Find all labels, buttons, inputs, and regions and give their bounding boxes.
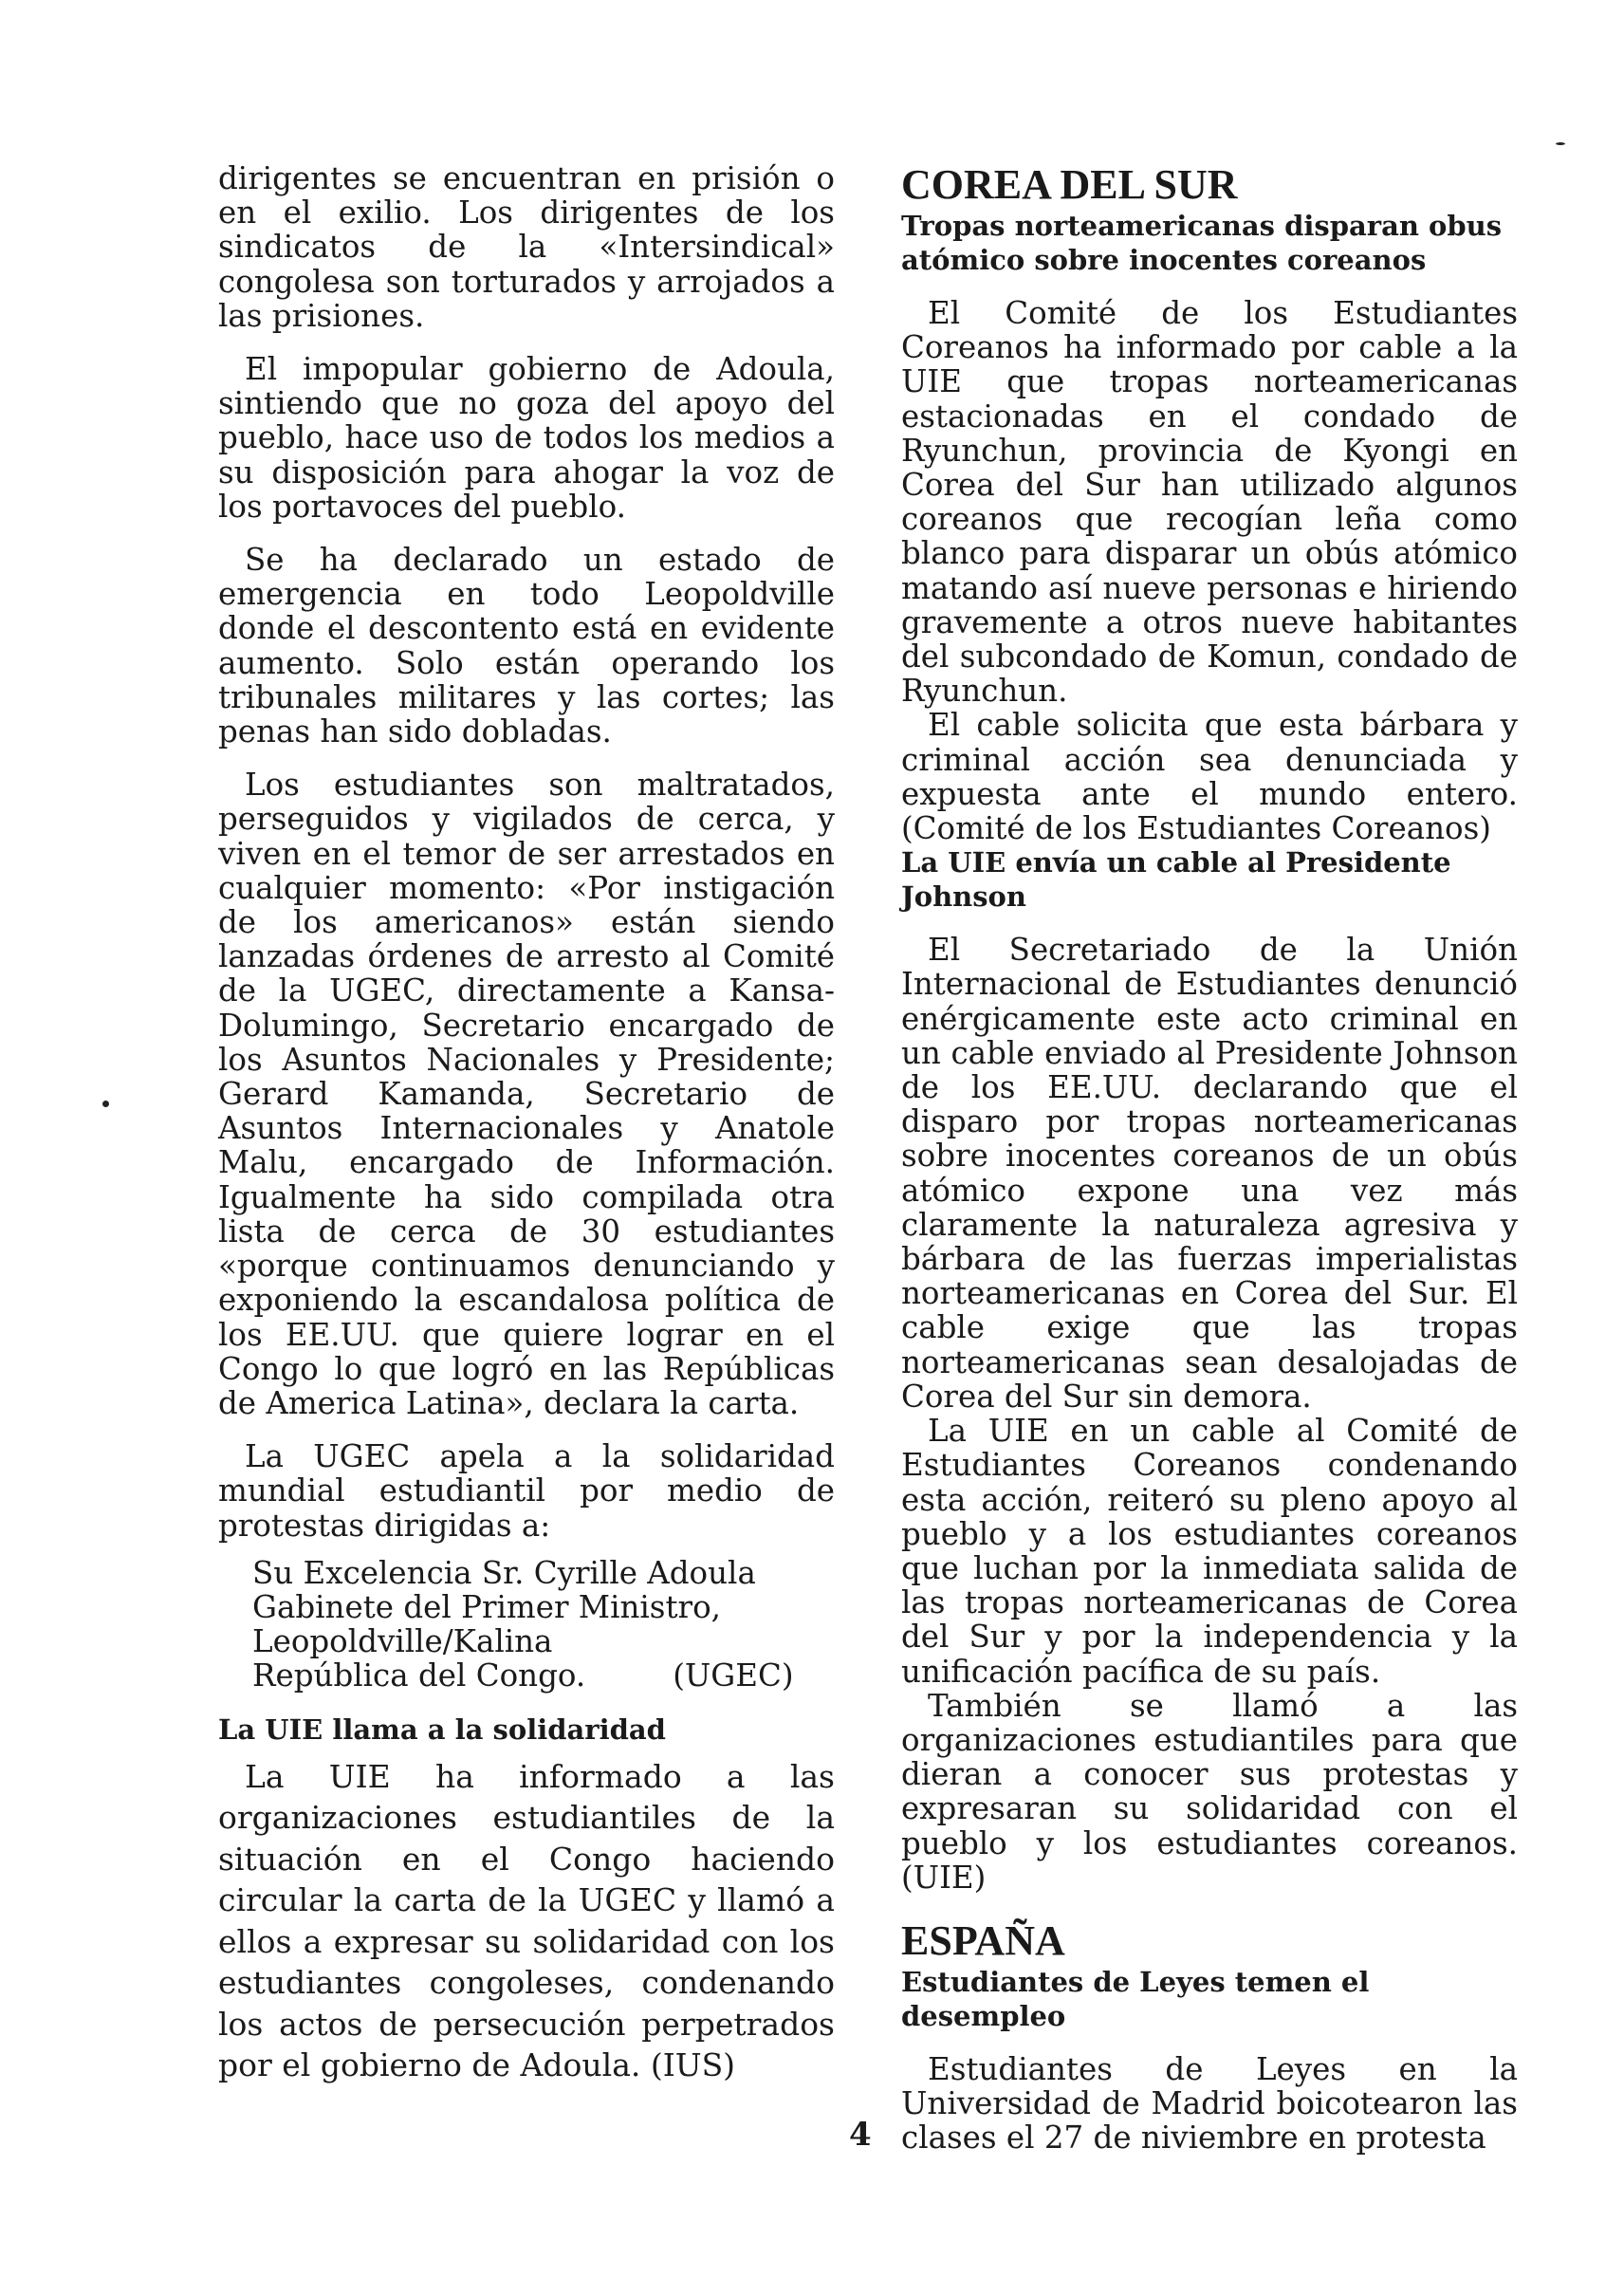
left-last-block bbox=[218, 1756, 835, 2086]
subheading-cable-johnson: La UIE envía un cable al Presidente Johnson bbox=[901, 846, 1451, 914]
address-line-4-text: República del Congo. bbox=[252, 1657, 586, 1694]
left-paragraph-3: Se ha declarado un estado de emergencia en todo Leopoldville donde el descontento está en evidente aumento. Solo están operando los tribunales militares y las cortes; las penas han sido dobladas. bbox=[218, 542, 835, 750]
address-line-2: Gabinete del Primer Ministro, bbox=[252, 1588, 721, 1625]
left-paragraph-4: Los estudiantes son maltratados, perseguidos y vigilados de cerca, y viven en el temor de ser arrestados en cualquier momento: «Por instigación de los americanos» están siendo lanzadas órdenes de arresto al Comité de la UGEC, directamente a Kansa-Dolumingo, Secretario encargado de los Asuntos Nacionales y Presidente; Gerard Kamanda, Secretario de Asuntos Internacionales y Anatole Malu, encargado de Información. Igualmente ha sido compilada otra lista de cerca de 30 estudiantes «porque continuamos denunciando y exponiendo la escandalosa política de los EE.UU. que quiere lograr en el Congo lo que logró en las Repúblicas de America Latina», declara la carta. bbox=[218, 767, 835, 1421]
left-paragraph-5: La UGEC apela a la solidaridad mundial estudiantil por medio de protestas dirigidas a: bbox=[218, 1438, 835, 1544]
address-line-1: Su Excelencia Sr. Cyrille Adoula bbox=[252, 1554, 756, 1591]
address-line-4 bbox=[252, 1658, 835, 1693]
section-title-espana: ESPAÑA bbox=[901, 1916, 1065, 1964]
right-column bbox=[901, 161, 1518, 2156]
section-espana bbox=[901, 1917, 1518, 2156]
corea-paragraph-2: El cable solicita que esta bárbara y criminal acción sea denunciada y expuesta ante el mundo entero. (Comité de los Estudiantes Coreanos) bbox=[901, 707, 1518, 847]
left-subheading: La UIE llama a la solidaridad bbox=[218, 1712, 666, 1746]
left-column bbox=[218, 161, 835, 2086]
corea-paragraph-5: También se llamó a las organizaciones estudiantiles para que dieran a conocer sus protestas y expresaran su solidaridad con el pueblo y los estudiantes coreanos. (UIE) bbox=[901, 1687, 1518, 1896]
protest-address bbox=[252, 1556, 835, 1694]
corea-paragraph-4: La UIE en un cable al Comité de Estudiantes Coreanos condenando esta acción, reiteró su pleno apoyo al pueblo y a los estudiantes coreanos que luchan por la inmediata salida de las tropas norteamericanas de Corea del Sur y por la independencia y la unificación pacífica de su país. bbox=[901, 1413, 1518, 1690]
left-paragraph-1: dirigentes se encuentran en prisión o en el exilio. Los dirigentes de los sindicatos de la «Intersindical» congolesa son torturados y arrojados a las prisiones. bbox=[218, 160, 835, 334]
subheading-tropas: Tropas norteamericanas disparan obus atómico sobre inocentes coreanos bbox=[901, 210, 1503, 276]
section-title-corea: COREA DEL SUR bbox=[901, 161, 1238, 208]
subheading-leyes: Estudiantes de Leyes temen el desempleo bbox=[901, 1965, 1370, 2032]
corea-paragraph-3: El Secretariado de la Unión Internacional de Estudiantes denunció enérgicamente este acto criminal en un cable enviado al Presidente Johnson de los EE.UU. declarando que el disparo por tropas norteamericanas sobre inocentes coreanos de un obús atómico expone una vez más claramente la naturaleza agresiva y bárbara de las fuerzas imperialistas norteamericanas en Corea del Sur. El cable exige que las tropas norteamericanas sean desalojadas de Corea del Sur sin demora. bbox=[901, 932, 1518, 1415]
address-line-3: Leopoldville/Kalina bbox=[252, 1623, 553, 1660]
scan-speck bbox=[102, 1101, 109, 1107]
scan-speck bbox=[1556, 142, 1565, 145]
left-paragraph-2: El impopular gobierno de Adoula, sintiendo que no goza del apoyo del pueblo, hace uso de todos los medios a su disposición para ahogar la voz de los portavoces del pueblo. bbox=[218, 351, 835, 525]
corea-paragraph-1: El Comité de los Estudiantes Coreanos ha informado por cable a la UIE que tropas norteamericanas estacionadas en el condado de Ryunchun, provincia de Kyongi en Corea del Sur han utilizado algunos coreanos que recogían leña como blanco para disparar un obús atómico matando así nueve personas e hiriendo gravemente a otros nueve habitantes del subcondado de Komun, condado de Ryunchun. bbox=[901, 295, 1518, 710]
page-number: 4 bbox=[849, 2116, 872, 2154]
espana-paragraph-1: Estudiantes de Leyes en la Universidad de Madrid boicotearon las clases el 27 de niviembre en protesta bbox=[901, 2050, 1518, 2157]
left-last-paragraph: La UIE ha informado a las organizaciones estudiantiles de la situación en el Congo haciendo circular la carta de la UGEC y llamó a ellos a expresar su solidaridad con los estudiantes congoleses, condenando los actos de persecución perpetrados por el gobierno de Adoula. (IUS) bbox=[218, 1757, 835, 2084]
address-source-tag: (UGEC) bbox=[673, 1657, 794, 1694]
